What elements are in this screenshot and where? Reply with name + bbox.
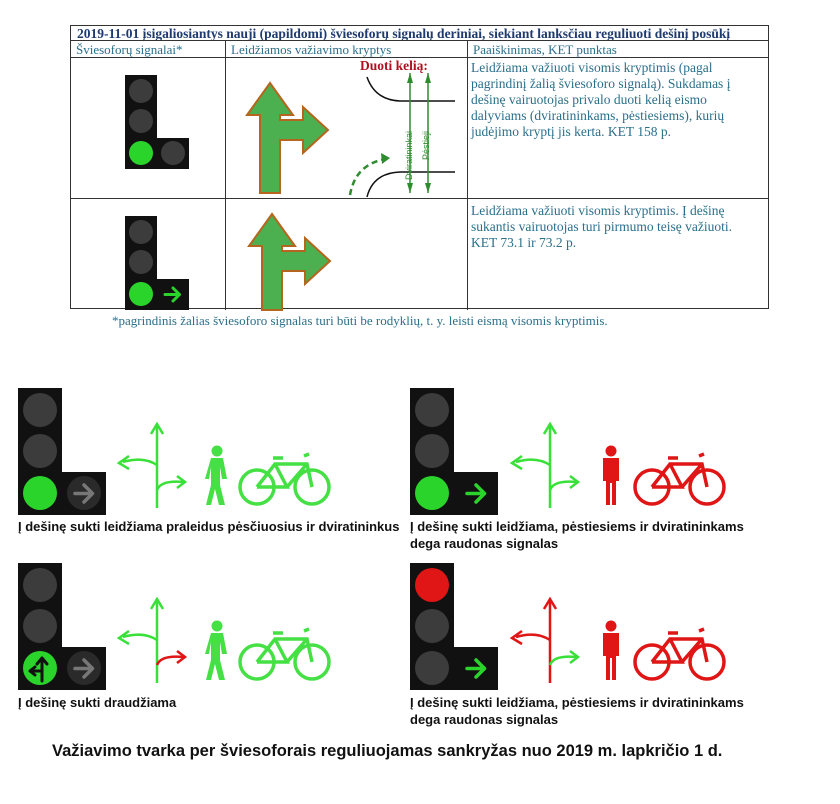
table-title: 2019-11-01 įsigaliosiantys nauji (papildomi) šviesoforų signalų deriniai, siekiant lanksčiau reguliuoti dešinį posūkį <box>71 26 768 41</box>
green-lamp <box>415 476 449 510</box>
direction-arrows-icon <box>508 420 593 510</box>
explanation-line: dalyviams (dviratininkams, pėstiesiems), kurių <box>471 108 725 123</box>
pedestrians-lane-label: Pėstieji <box>421 130 431 160</box>
bicycle-icon <box>237 450 332 508</box>
explanation-line: Leidžiama važiuoti visomis kryptimis. Į dešinę <box>471 203 725 218</box>
red-bicycle-icon <box>632 625 727 683</box>
lamp-off <box>415 651 449 685</box>
green-lamp <box>23 476 57 510</box>
lamp-off <box>23 609 57 643</box>
lamp-off <box>161 141 185 165</box>
header-explanation: Paaiškinimas, KET punktas <box>468 41 768 58</box>
lamp-off <box>129 220 153 244</box>
column-divider <box>225 41 226 310</box>
caption-line: Į dešinę sukti draudžiama <box>18 695 177 710</box>
header-signals: Šviesoforų signalai* <box>71 41 226 58</box>
pedestrian-icon <box>203 445 231 507</box>
direction-arrows-icon <box>115 420 200 510</box>
green-right-arrow-icon <box>157 279 189 310</box>
explanation-line: pagrindinį žalią šviesoforo signalą). Sukdamas į <box>471 76 731 91</box>
panel1-caption <box>18 518 399 535</box>
caption-line: Į dešinę sukti leidžiama, pėstiesiems ir dviratininkams <box>410 695 744 710</box>
dark-right-arrow-icon <box>62 647 106 690</box>
cyclists-lane-label: Dviratininkai <box>404 130 414 180</box>
red-lamp <box>415 568 449 602</box>
caption-line: dega raudonas signalas <box>410 536 559 551</box>
bicycle-icon <box>237 625 332 683</box>
straight-left-arrow-icon <box>23 651 57 685</box>
lamp-off <box>129 250 153 274</box>
lamp-off <box>23 568 57 602</box>
lamp-off <box>415 434 449 468</box>
yield-sign-label: Duoti kelią: <box>360 58 428 73</box>
green-right-arrow-icon <box>454 472 498 515</box>
green-right-arrow-icon <box>454 647 498 690</box>
intersection-diagram <box>345 55 460 200</box>
panel2-caption <box>410 518 744 552</box>
green-lamp <box>129 141 153 165</box>
green-lamp <box>129 282 153 306</box>
panel3-caption <box>18 694 176 711</box>
red-pedestrian-icon <box>599 445 623 507</box>
panel4-caption <box>410 694 744 728</box>
lamp-off <box>415 609 449 643</box>
direction-arrows-icon <box>508 595 593 685</box>
caption-line: Į dešinę sukti leidžiama praleidus pėsčiuosius ir dviratininkus <box>18 519 400 534</box>
straight-right-arrow-icon <box>245 210 335 312</box>
lamp-off <box>23 393 57 427</box>
dark-right-arrow-icon <box>62 472 106 515</box>
red-pedestrian-icon <box>599 620 623 682</box>
explanation-line: Leidžiama važiuoti visomis kryptimis (pagal <box>471 60 713 75</box>
row2-explanation <box>471 203 732 251</box>
explanation-line: KET 73.1 ir 73.2 p. <box>471 235 577 250</box>
lamp-off <box>129 109 153 133</box>
column-divider <box>467 41 468 310</box>
caption-line: dega raudonas signalas <box>410 712 559 727</box>
direction-arrows-icon <box>115 595 200 685</box>
explanation-line: judėjimo kryptį jis kerta. KET 158 p. <box>471 124 671 139</box>
caption-line: Į dešinę sukti leidžiama, pėstiesiems ir dviratininkams <box>410 519 744 534</box>
explanation-line: dešinę vairuotojas privalo duoti kelią eismo <box>471 92 707 107</box>
row1-explanation <box>471 60 730 140</box>
red-bicycle-icon <box>632 450 727 508</box>
table-footnote: *pagrindinis žalias šviesoforo signalas turi būti be rodyklių, t. y. leisti eismą visomis kryptimis. <box>112 313 608 328</box>
header-directions: Leidžiamos važiavimo kryptys <box>226 41 468 58</box>
lamp-off <box>415 393 449 427</box>
straight-right-arrow-icon <box>243 75 333 195</box>
lamp-off <box>23 434 57 468</box>
footer-title: Važiavimo tvarka per šviesoforais reguliuojamas sankryžas nuo 2019 m. lapkričio 1 d. <box>52 742 723 760</box>
pedestrian-icon <box>203 620 231 682</box>
explanation-line: sukantis vairuotojas turi pirmumo teisę važiuoti. <box>471 219 732 234</box>
lamp-off <box>129 79 153 103</box>
